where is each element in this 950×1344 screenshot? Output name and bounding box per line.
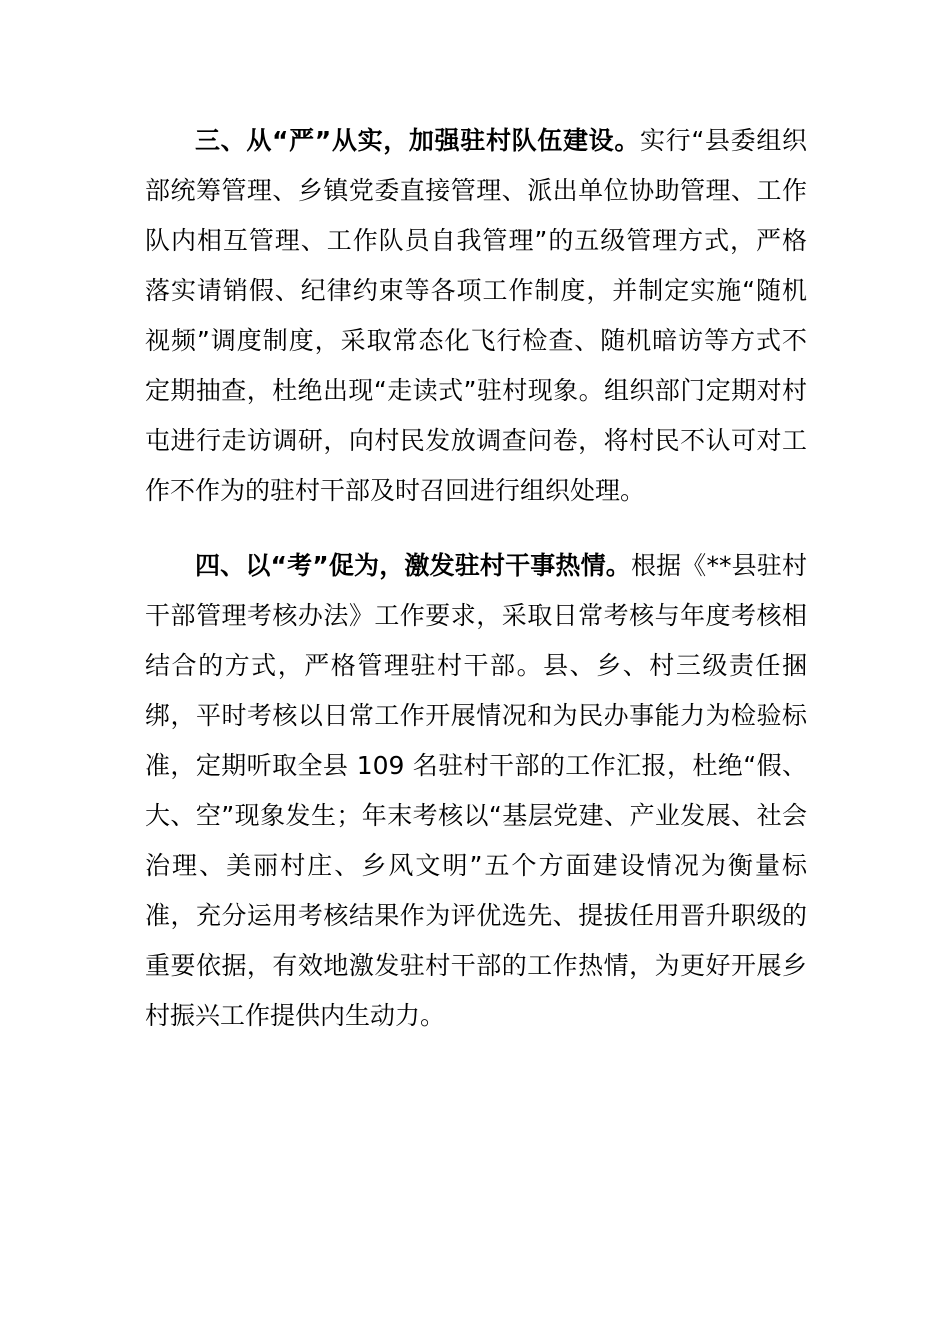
section-4-text: 根据《**县驻村干部管理考核办法》工作要求，采取日常考核与年度考核相结合的方式，严格管理驻村干部。县、乡、村三级责任捆绑，平时考核以日常工作开展情况和为民办事能力为检验标准，定期听取全县 109 名驻村干部的工作汇报，杜绝“假、大、空”现象发生；年末考核以“基层党建、产业发展、社会治理、美丽村庄、乡风文明”五个方面建设情况为衡量标准，充分运用考核结果作为评优选先、提拔任用晋升职级的重要依据，有效地激发驻村干部的工作热情，为更好开展乡村振兴工作提供内生动力。 [145, 551, 807, 1030]
section-3-text: 实行“县委组织部统筹管理、乡镇党委直接管理、派出单位协助管理、工作队内相互管理、工作队员自我管理”的五级管理方式，严格落实请销假、纪律约束等各项工作制度，并制定实施“随机视频”调度制度，采取常态化飞行检查、随机暗访等方式不定期抽查，杜绝出现“走读式”驻村现象。组织部门定期对村屯进行走访调研，向村民发放调查问卷，将村民不认可对工作不作为的驻村干部及时召回进行组织处理。 [145, 126, 807, 505]
section-4-heading: 四、以“考”促为，激发驻村干事热情。 [195, 551, 631, 580]
paragraph-section-3 [145, 116, 807, 516]
document-body [145, 116, 807, 1041]
section-3-heading: 三、从“严”从实，加强驻村队伍建设。 [195, 126, 640, 155]
paragraph-section-4 [145, 541, 807, 1041]
